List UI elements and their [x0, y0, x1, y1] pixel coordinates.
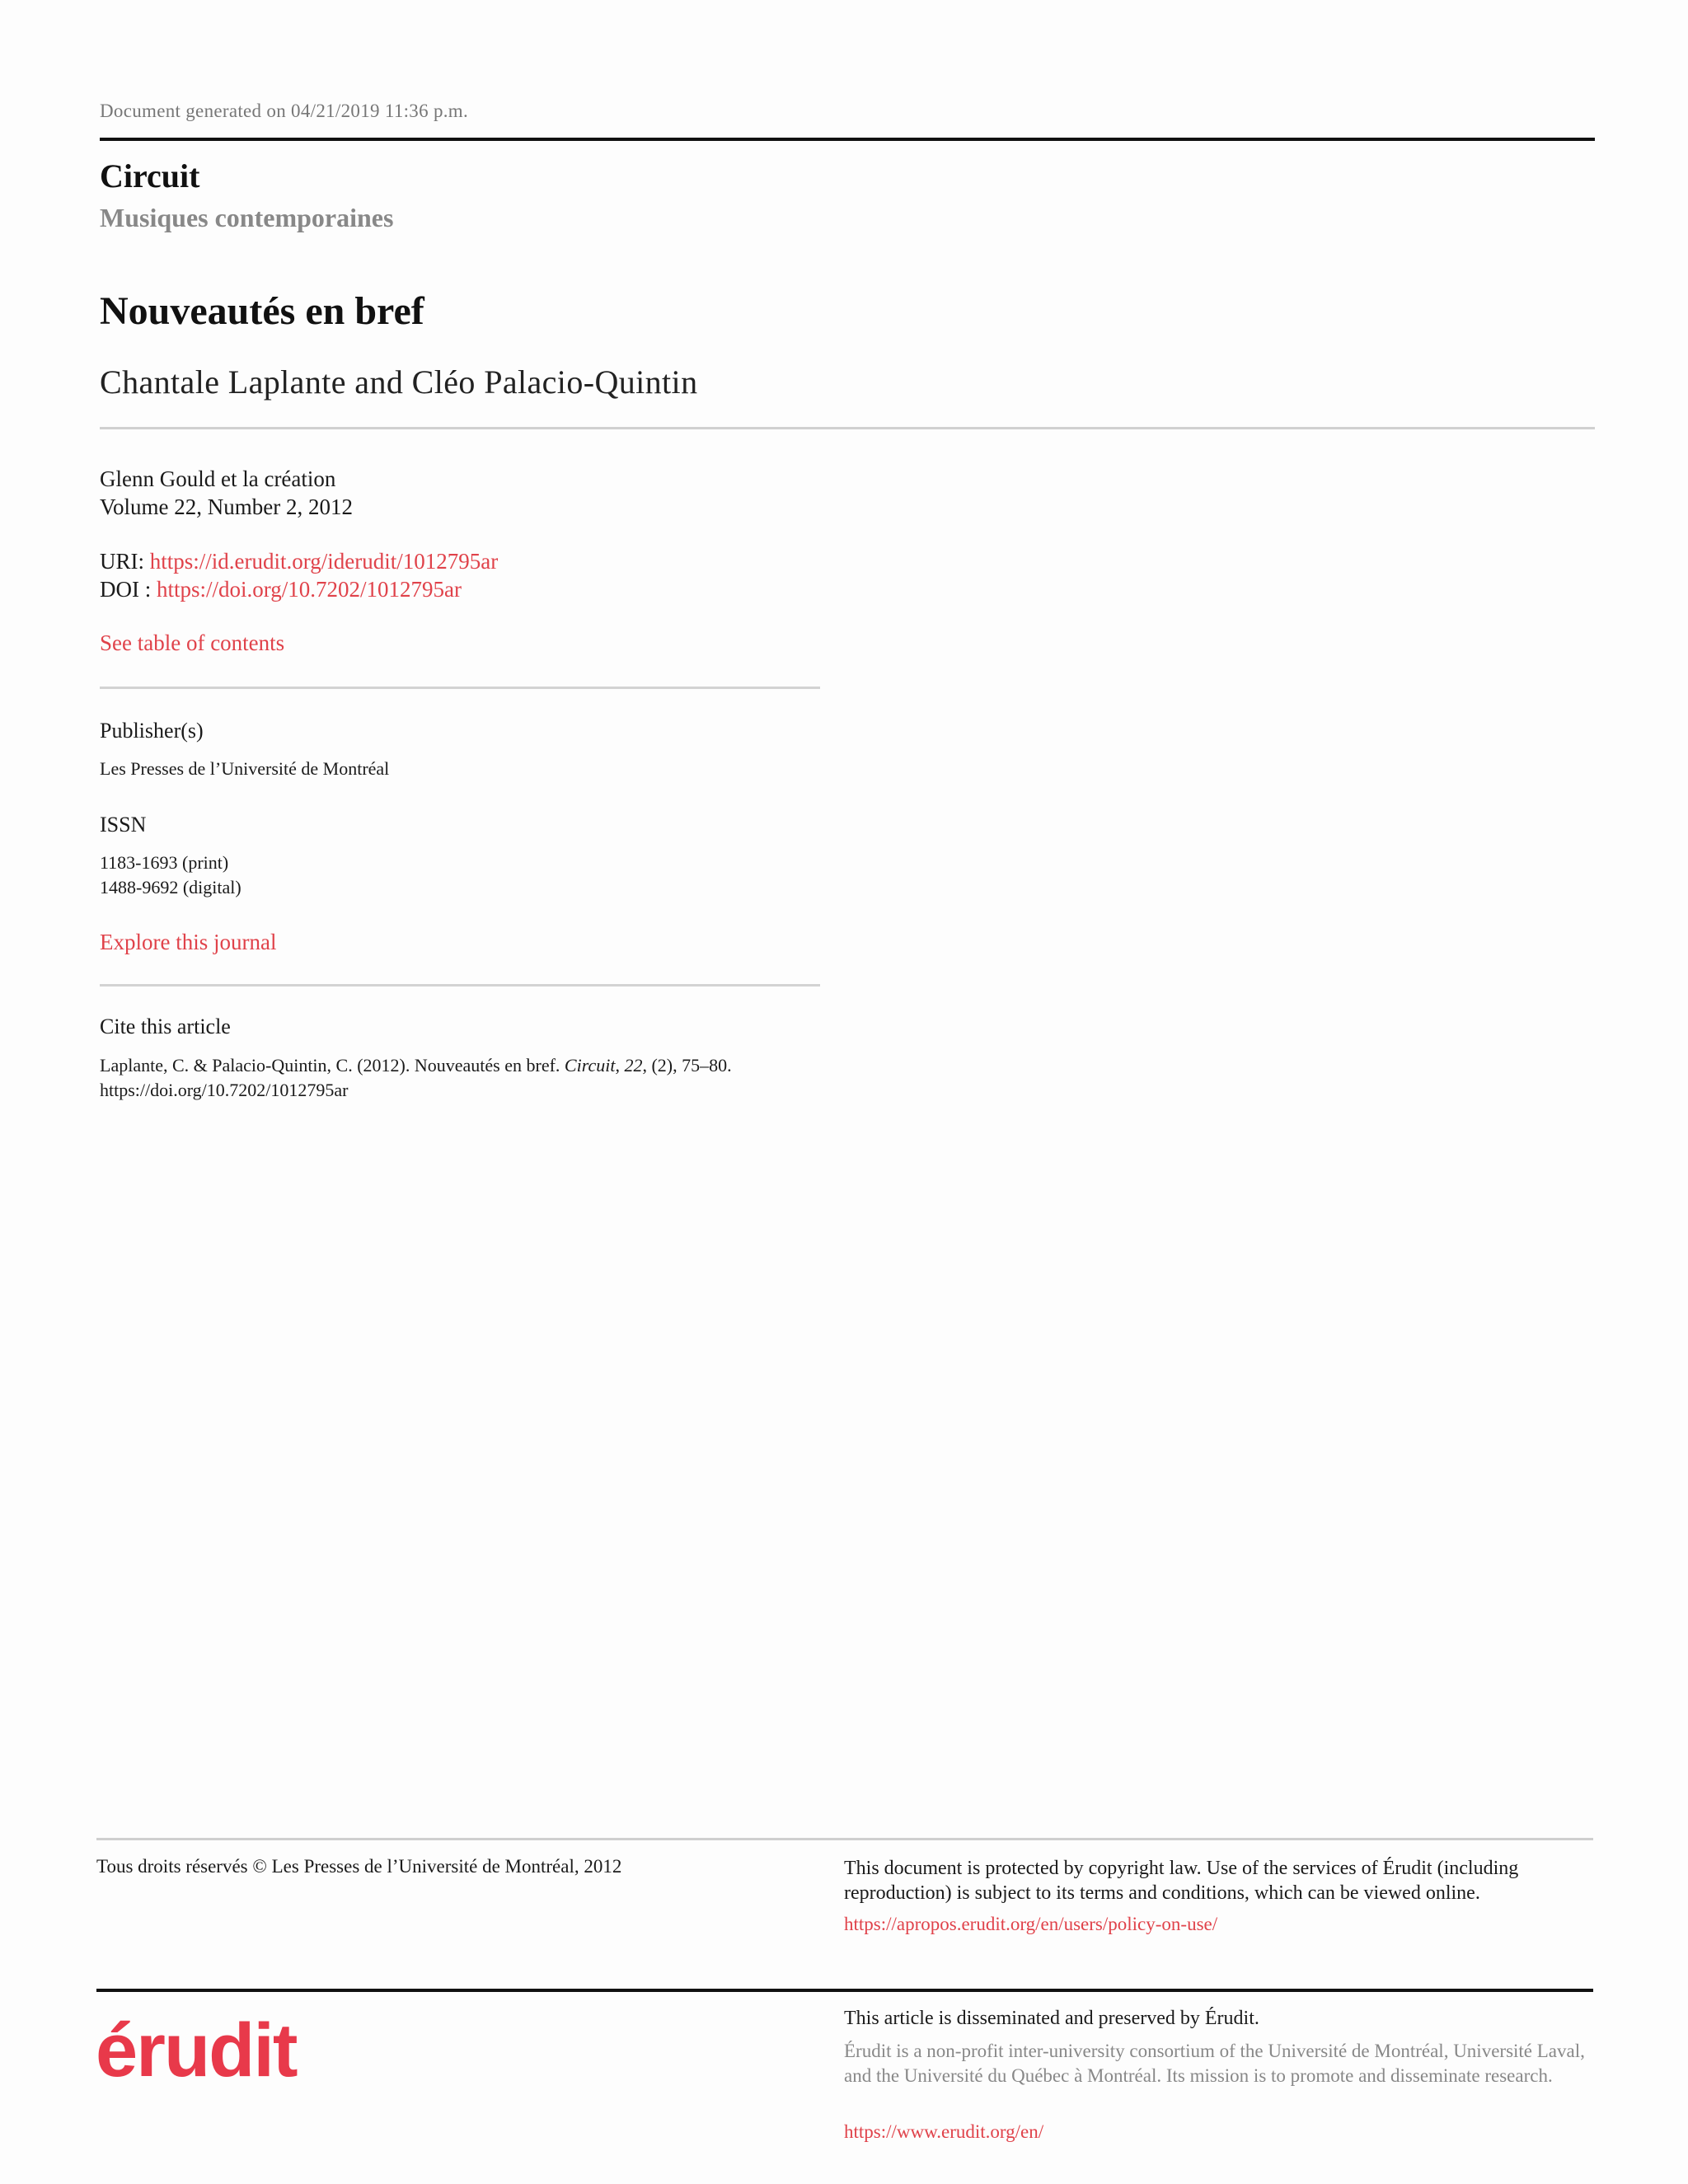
dissemination-note: This article is disseminated and preserved by Érudit. — [844, 2008, 1259, 2029]
section-divider — [100, 984, 820, 987]
mission-statement: Érudit is a non-profit inter-university consortium of the Université de Montréal, Université Laval, and the Université du Québec à Montréal. Its mission is to promote and disseminate research. — [844, 2041, 1585, 2086]
explore-journal-link[interactable]: Explore this journal — [100, 930, 277, 954]
top-divider — [100, 138, 1595, 141]
erudit-logo-text: érudit — [96, 2008, 297, 2090]
rights-notice: Tous droits réservés © Les Presses de l’Université de Montréal, 2012 — [96, 1856, 622, 1877]
erudit-site-link[interactable]: https://www.erudit.org/en/ — [844, 2121, 1044, 2142]
journal-title: Circuit — [100, 157, 200, 194]
identifiers — [100, 547, 498, 603]
header-divider — [100, 427, 1595, 429]
citation-doi: https://doi.org/10.7202/1012795ar — [100, 1080, 349, 1100]
generated-date: Document generated on 04/21/2019 11:36 p.m. — [100, 101, 469, 121]
issue-volume: Volume 22, Number 2, 2012 — [100, 494, 353, 519]
citation-pages: , (2), 75–80. — [642, 1055, 732, 1076]
citation-separator: , — [615, 1055, 625, 1076]
uri-line — [100, 547, 498, 575]
doi-line — [100, 575, 498, 603]
erudit-logo — [94, 1999, 316, 2090]
issn-digital: 1488-9692 (digital) — [100, 877, 241, 898]
issn-values — [100, 851, 241, 900]
uri-link[interactable]: https://id.erudit.org/iderudit/1012795ar — [149, 549, 499, 574]
citation-volume: 22 — [624, 1055, 643, 1076]
issue-theme: Glenn Gould et la création — [100, 466, 336, 491]
doi-link[interactable]: https://doi.org/10.7202/1012795ar — [157, 577, 462, 602]
table-of-contents-link[interactable]: See table of contents — [100, 630, 285, 655]
citation-text — [100, 1053, 842, 1078]
policy-link[interactable]: https://apropos.erudit.org/en/users/policy-on-use/ — [844, 1914, 1218, 1934]
footer-divider — [96, 1838, 1593, 1840]
uri-label: URI: — [100, 549, 150, 574]
copyright-notice: This document is protected by copyright law. Use of the services of Érudit (including reproduction) is subject to its terms and conditions, which can be viewed online. — [844, 1858, 1519, 1904]
publisher-name: Les Presses de l’Université de Montréal — [100, 758, 390, 779]
citation-authors: Laplante, C. & Palacio-Quintin, C. (2012). Nouveautés en bref. — [100, 1055, 565, 1076]
doi-label: DOI : — [100, 577, 157, 602]
issn-print: 1183-1693 (print) — [100, 852, 229, 873]
bottom-divider — [96, 1989, 1593, 1992]
journal-subtitle: Musiques contemporaines — [100, 203, 394, 232]
article-title: Nouveautés en bref — [100, 289, 424, 333]
publisher-label: Publisher(s) — [100, 719, 204, 743]
issue-info — [100, 465, 353, 521]
issn-label: ISSN — [100, 813, 147, 837]
section-divider — [100, 687, 820, 689]
cite-label: Cite this article — [100, 1015, 231, 1038]
article-authors: Chantale Laplante and Cléo Palacio-Quintin — [100, 363, 698, 401]
citation — [100, 1053, 842, 1103]
citation-journal: Circuit — [564, 1055, 616, 1076]
